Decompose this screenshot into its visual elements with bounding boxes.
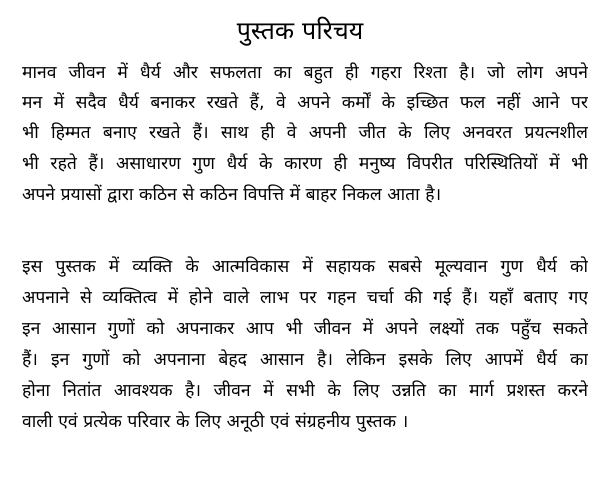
paragraph-line: अपने प्रयासों द्वारा कठिन से कठिन विपत्ति में बाहर निकल आता है। [22, 185, 442, 205]
paragraph-line: वाली एवं प्रत्येक परिवार के लिए अनूठी एवं संग्रहनीय पुस्तक । [22, 412, 409, 432]
paragraph-line: इस पुस्तक में व्यक्ति के आत्मविकास में सहायक सबसे मूल्यवान गुण धैर्य को [22, 257, 588, 277]
paragraph-line: इन आसान गुणों को अपनाकर आप भी जीवन में अपने लक्ष्यों तक पहुँच सकते [22, 319, 588, 339]
paragraph-line: मन में सदैव धैर्य बनाकर रखते हैं, वे अपने कर्मों के इच्छित फल नहीं आने पर [22, 93, 588, 113]
paragraph-line: भी हिम्मत बनाए रखते हैं। साथ ही वे अपनी जीत के लिए अनवरत प्रयत्नशील [22, 123, 588, 143]
paragraph-line: मानव जीवन में धैर्य और सफलता का बहुत ही गहरा रिश्ता है। जो लोग अपने [22, 63, 588, 83]
paragraph-line: अपनाने से व्यक्तित्व में होने वाले लाभ पर गहन चर्चा की गई हैं। यहाँ बताए गए [22, 288, 588, 308]
paragraph-line: भी रहते हैं। असाधारण गुण धैर्य के कारण ही मनुष्य विपरीत परिस्थितियों में भी [22, 154, 588, 174]
paragraph-line: हैं। इन गुणों को अपनाना बेहद आसान है। लेकिन इसके लिए आपमें धैर्य का [22, 350, 588, 370]
page-title: पुस्तक परिचय [236, 16, 364, 45]
paragraph-line: होना नितांत आवश्यक है। जीवन में सभी के लिए उन्नति का मार्ग प्रशस्त करने [22, 381, 588, 401]
